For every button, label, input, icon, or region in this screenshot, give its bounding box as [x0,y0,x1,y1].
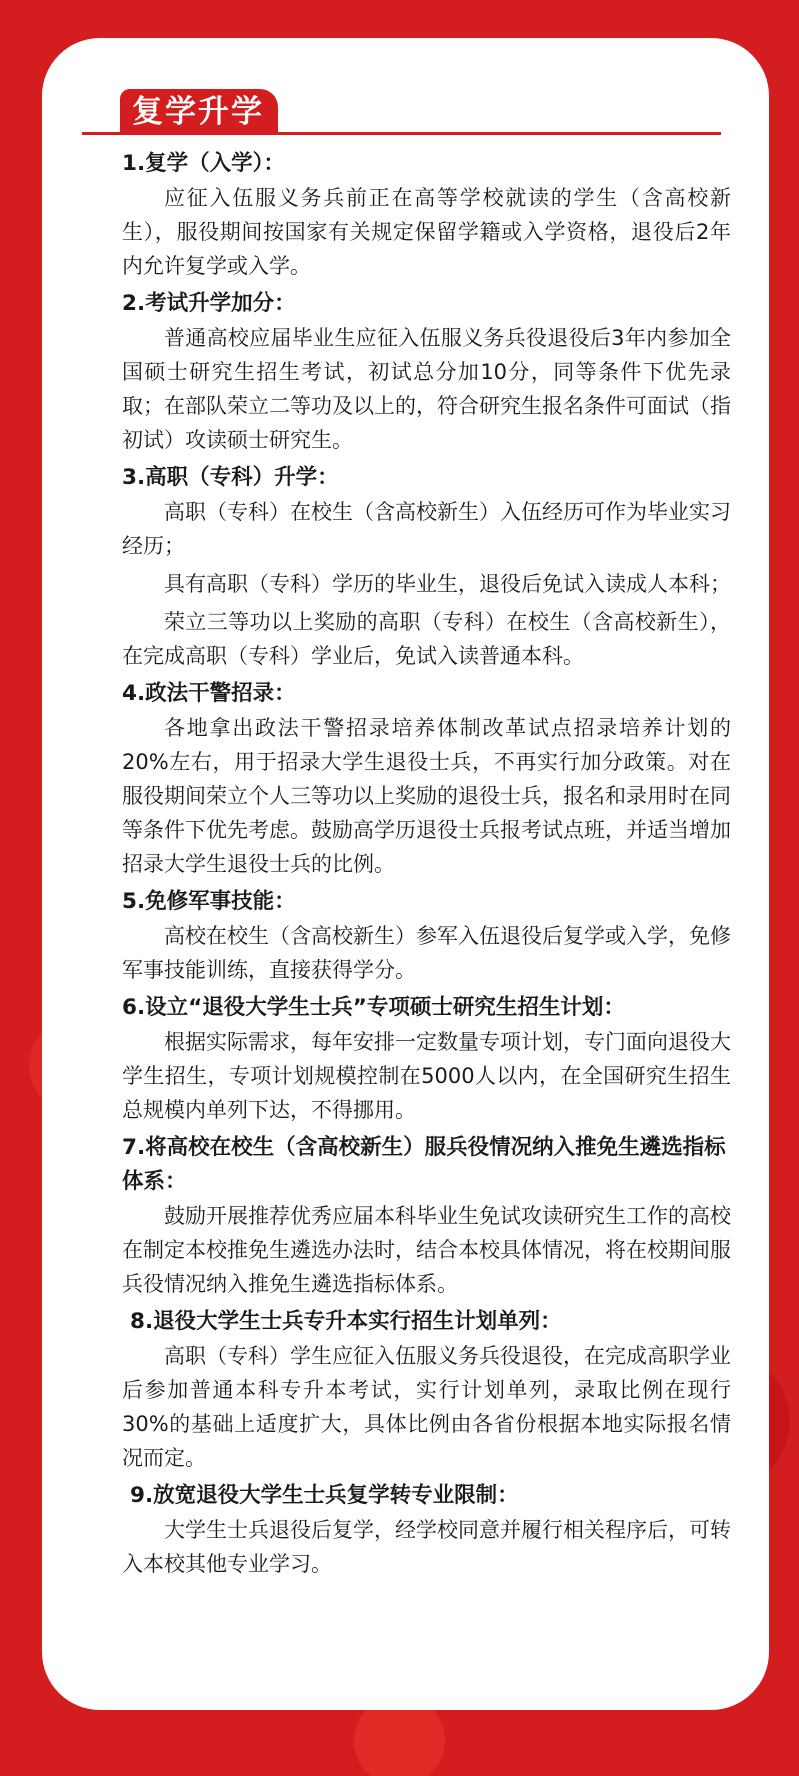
policy-item-major-transfer [122,1479,731,1581]
item-paragraph: 各地拿出政法干警招录培养体制改革试点招录培养计划的20%左右，用于招录大学生退役士兵，不再实行加分政策。对在服役期间荣立个人三等功以上奖励的退役士兵，报名和录用时在同等条件下优先考虑。鼓励高学历退役士兵报考试点班，并适当增加招录大学生退役士兵的比例。 [122,716,731,876]
item-heading: 6.设立“退役大学生士兵”专项硕士研究生招生计划： [122,995,625,1020]
item-paragraph: 大学生士兵退役后复学，经学校同意并履行相关程序后，可转入本校其他专业学习。 [122,1518,731,1576]
policy-item-police-recruitment [122,677,731,881]
item-paragraph: 高职（专科）在校生（含高校新生）入伍经历可作为毕业实习经历； [122,500,731,558]
item-paragraph: 高校在校生（含高校新生）参军入伍退役后复学或入学，免修军事技能训练，直接获得学分。 [122,924,731,982]
policy-item-vocational-upgrade [122,461,731,673]
item-heading: 5.免修军事技能： [122,889,296,914]
item-heading: 7.将高校在校生（含高校新生）服兵役情况纳入推免生遴选指标体系： [122,1135,726,1194]
policy-item-exam-bonus [122,287,731,457]
item-heading: 4.政法干警招录： [122,681,296,706]
section-title: 复学升学 [120,89,278,135]
item-paragraph: 高职（专科）学生应征入伍服义务兵役退役，在完成高职学业后参加普通本科专升本考试，实行计划单列，录取比例在现行30%的基础上适度扩大，具体比例由各省份根据本地实际报名情况而定。 [122,1344,731,1470]
policy-list [82,147,735,1581]
item-paragraph: 普通高校应届毕业生应征入伍服义务兵役退役后3年内参加全国硕士研究生招生考试，初试总分加10分，同等条件下优先录取；在部队荣立二等功及以上的，符合研究生报名条件可面试（指初试）攻读硕士研究生。 [122,326,731,452]
item-paragraph: 根据实际需求，每年安排一定数量专项计划，专门面向退役大学生招生，专项计划规模控制在5000人以内，在全国研究生招生总规模内单列下达，不得挪用。 [122,1030,731,1122]
item-heading: 2.考试升学加分： [122,291,296,316]
item-paragraph: 应征入伍服义务兵前正在高等学校就读的学生（含高校新生），服役期间按国家有关规定保留学籍或入学资格，退役后2年内允许复学或入学。 [122,186,731,278]
item-heading: 9.放宽退役大学生士兵复学转专业限制： [130,1483,519,1508]
policy-item-graduate-special-plan [122,991,731,1127]
item-paragraph: 荣立三等功以上奖励的高职（专科）在校生（含高校新生），在完成高职（专科）学业后，免试入读普通本科。 [122,610,731,668]
item-heading: 8.退役大学生士兵专升本实行招生计划单列： [130,1309,562,1334]
policy-item-military-skills-exemption [122,885,731,987]
policy-item-upgrade-separate-plan [122,1305,731,1475]
item-paragraph: 鼓励开展推荐优秀应届本科毕业生免试攻读研究生工作的高校在制定本校推免生遴选办法时，结合本校具体情况，将在校期间服兵役情况纳入推免生遴选指标体系。 [122,1204,731,1296]
item-heading: 1.复学（入学）： [122,151,285,176]
item-heading: 3.高职（专科）升学： [122,465,339,490]
section-header [82,86,721,135]
item-paragraph: 具有高职（专科）学历的毕业生，退役后免试入读成人本科； [164,572,731,596]
policy-item-resume-study [122,147,731,283]
content-card [42,38,769,1710]
policy-item-recommendation-index [122,1131,731,1301]
